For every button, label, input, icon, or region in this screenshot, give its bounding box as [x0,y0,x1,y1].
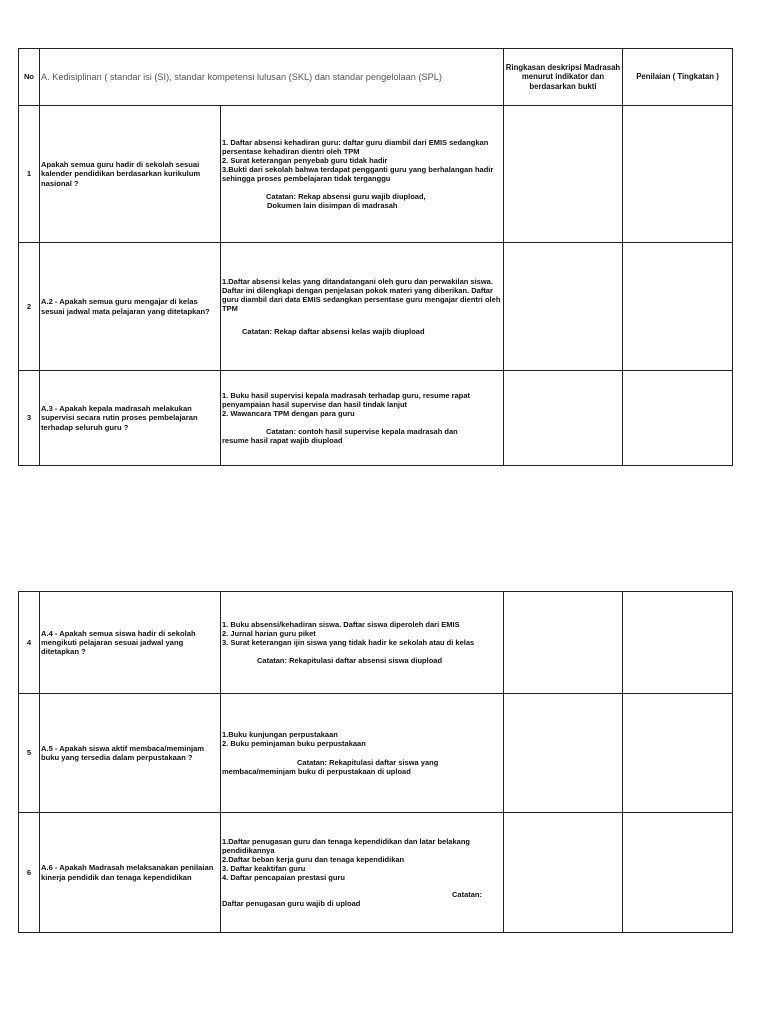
evidence-line: 2. Jurnal harian guru piket [222,628,316,638]
upload-note: Catatan: Rekapitulasi daftar absensi siswa diupload [257,656,443,666]
evidence-line: 2. Buku peminjaman buku perpustakaan [222,739,366,749]
upload-note: Daftar penugasan guru wajib di upload [222,899,361,909]
evidence-line: 2. Wawancara TPM dengan para guru [222,408,355,418]
header-no: No [19,49,40,106]
evidence-line: 1. Buku hasil supervisi kepala madrasah terhadap guru, resume rapat penyampaian hasil supervise dan hasil tindak lanjut [222,390,479,409]
evidence-line: 2. Surat keterangan penyebab guru tidak hadir [222,155,388,165]
evidence-line: 3. Surat keterangan ijin siswa yang tidak hadir ke sekolah atau di kelas [222,638,475,647]
evidence-line: 2.Daftar beban kerja guru dan tenaga kependidikan [222,854,405,864]
ringkasan-input-cell[interactable] [504,813,623,933]
upload-note: Catatan: [451,890,482,900]
evidence-line: 1.Buku kunjungan perpustakaan [222,730,338,740]
indicator-question: A.5 - Apakah siswa aktif membaca/meminjam buku yang tersedia dalam perpustakaan ? [40,694,221,813]
table-row [19,592,733,694]
row-number: 2 [19,243,40,371]
indicator-question: A.2 - Apakah semua guru mengajar di kelas sesuai jadwal mata pelajaran yang ditetapkan? [40,243,221,371]
evidence-cell [221,371,504,466]
upload-note: membaca/meminjam buku di perpustakaan di upload [222,766,411,776]
table-row [19,371,733,466]
header-standard-title: A. Kedisiplinan ( standar isi (SI), standar kompetensi lulusan (SKL) dan standar pengelolaan (SPL) [40,49,504,106]
row-number: 4 [19,592,40,694]
penilaian-input-cell[interactable] [623,694,733,813]
evidence-line: 1.Daftar absensi kelas yang ditandatangani oleh guru dan perwakilan siswa. Daftar ini dilengkapi dengan penjelasan pokok materi yang diberikan. Daftar guru diambil dari data EMIS sedangkan persentase guru mengajar dientri oleh TPM [222,276,503,314]
evidence-cell [221,813,504,933]
evaluation-table-top [18,48,733,466]
table-row [19,813,733,933]
penilaian-input-cell[interactable] [623,243,733,371]
indicator-question: A.4 - Apakah semua siswa hadir di sekolah mengikuti pelajaran sesuai jadwal yang ditetapkan ? [40,592,221,694]
row-number: 5 [19,694,40,813]
penilaian-input-cell[interactable] [623,813,733,933]
indicator-question: A.6 - Apakah Madrasah melaksanakan penilaian kinerja pendidik dan tenaga kependidikan [40,813,221,933]
evidence-line: 4. Daftar pencapaian prestasi guru [222,873,345,883]
row-number: 1 [19,106,40,243]
evidence-cell [221,106,504,243]
table-row [19,106,733,243]
upload-note: resume hasil rapat wajib diupload [222,436,343,446]
ringkasan-input-cell[interactable] [504,694,623,813]
ringkasan-input-cell[interactable] [504,243,623,371]
row-number: 6 [19,813,40,933]
penilaian-input-cell[interactable] [623,371,733,466]
penilaian-input-cell[interactable] [623,592,733,694]
ringkasan-input-cell[interactable] [504,371,623,466]
table-header-row [19,49,733,106]
upload-note: Catatan: Rekap daftar absensi kelas wajib diupload [242,327,425,337]
evidence-cell [221,243,504,371]
evidence-line: 1.Daftar penugasan guru dan tenaga kependidikan dan latar belakang pendidikannya [222,836,473,855]
evidence-line: 1. Buku absensi/kehadiran siswa. Daftar siswa diperoleh dari EMIS [222,619,460,629]
row-number: 3 [19,371,40,466]
header-ringkasan: Ringkasan deskripsi Madrasah menurut indikator dan berdasarkan bukti [504,49,623,106]
evidence-line: 3. Daftar keaktifan guru [222,863,306,873]
ringkasan-input-cell[interactable] [504,592,623,694]
upload-note: Catatan: contoh hasil supervise kepala madrasah dan [266,427,458,437]
penilaian-input-cell[interactable] [623,106,733,243]
table-row [19,243,733,371]
evidence-line: 1. Daftar absensi kehadiran guru: daftar guru diambil dari EMIS sedangkan persentase kehadiran dientri oleh TPM [222,137,491,156]
indicator-question: Apakah semua guru hadir di sekolah sesuai kalender pendidikan berdasarkan kurikulum nasional ? [40,106,221,243]
header-penilaian: Penilaian ( Tingkatan ) [623,49,733,106]
table-row [19,694,733,813]
upload-note: Catatan: Rekapitulasi daftar siswa yang [297,757,439,767]
evaluation-table-bottom [18,591,733,933]
evidence-cell [221,694,504,813]
indicator-question: A.3 - Apakah kepala madrasah melakukan supervisi secara rutin proses pembelajaran terhadap seluruh guru ? [40,371,221,466]
ringkasan-input-cell[interactable] [504,106,623,243]
upload-note: Catatan: Rekap absensi guru wajib diupload, [266,192,426,202]
upload-note: Dokumen lain disimpan di madrasah [267,201,398,211]
evidence-cell [221,592,504,694]
evidence-line: 3.Bukti dari sekolah bahwa terdapat pengganti guru yang berhalangan hadir sehingga proses pembelajaran tidak terganggu [222,164,496,184]
